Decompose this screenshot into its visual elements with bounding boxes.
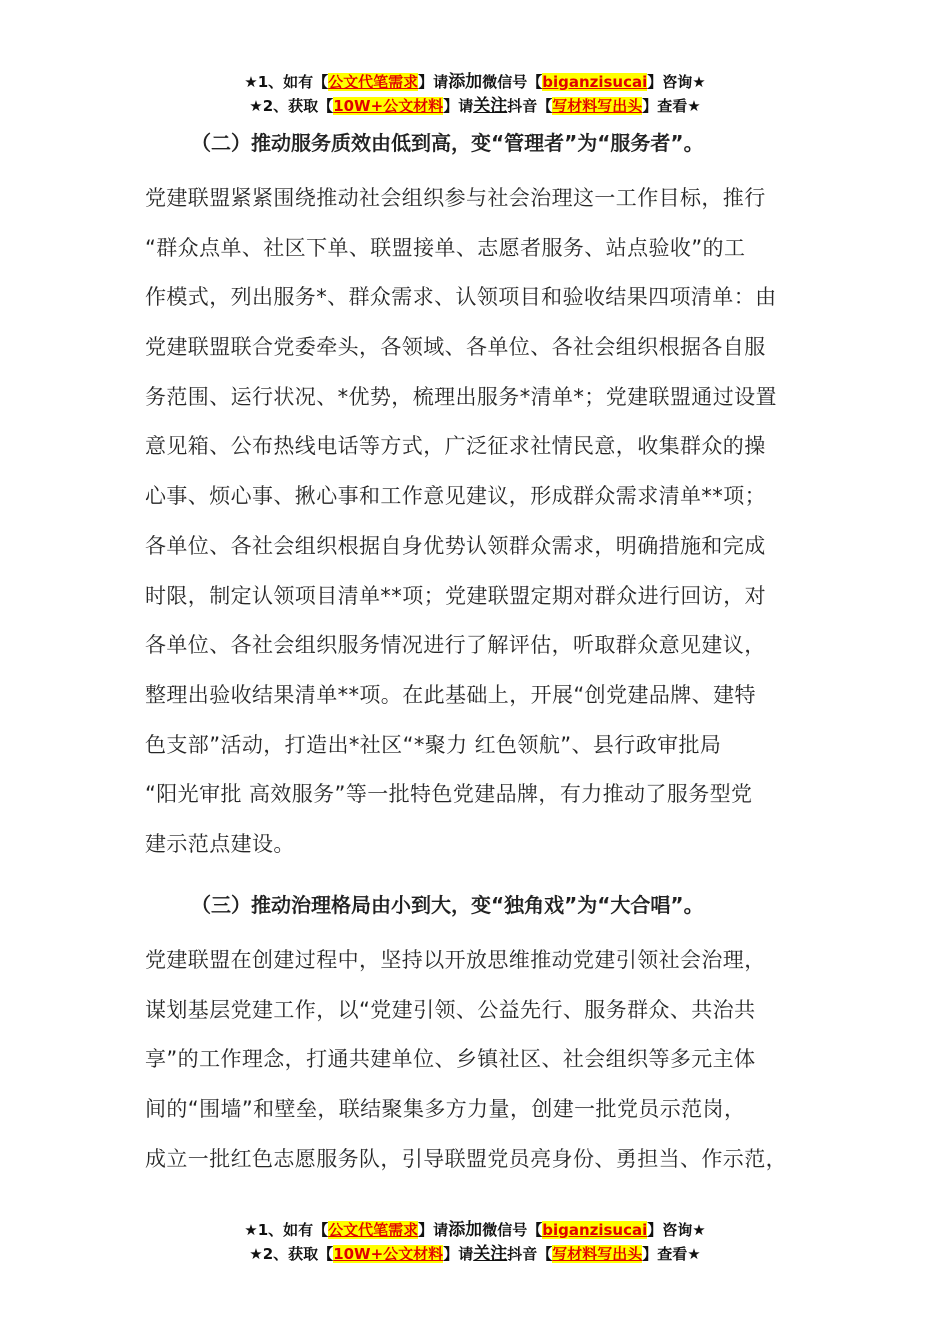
- banner-line-2: [0, 94, 950, 118]
- paragraph-line: 党建联盟联合党委牵头，各领域、各单位、各社会组织根据各自服: [145, 335, 766, 360]
- banner-text: 】请: [418, 73, 449, 91]
- banner-text: 】咨询★: [647, 73, 706, 91]
- douyin-highlight: 写材料写出头: [552, 97, 643, 115]
- paragraph-line: 各单位、各社会组织根据自身优势认领群众需求，明确措施和完成: [145, 533, 766, 558]
- section-3: [145, 890, 825, 1184]
- banner-line-1: [0, 1218, 950, 1242]
- paragraph-line: 意见箱、公布热线电话等方式，广泛征求社情民意，收集群众的操: [145, 434, 766, 459]
- banner-highlight: 公文代笔需求: [328, 73, 419, 91]
- banner-text: ★1、如有【: [244, 1221, 329, 1239]
- section-2: [145, 128, 825, 870]
- section-2-paragraph: [145, 174, 825, 870]
- paragraph-line: “群众点单、社区下单、联盟接单、志愿者服务、站点验收”的工: [145, 235, 746, 260]
- banner-emphasis: 关注: [473, 1244, 508, 1264]
- banner-text: ★1、如有【: [244, 73, 329, 91]
- banner-text: 抖音【: [507, 1245, 553, 1263]
- paragraph-line: 建示范点建设。: [145, 831, 295, 856]
- paragraph-line: 各单位、各社会组织服务情况进行了解评估，听取群众意见建议，: [145, 633, 766, 658]
- banner-emphasis: 添加: [448, 1220, 483, 1240]
- banner-highlight: 10W+公文材料: [333, 1245, 444, 1263]
- paragraph-line: 党建联盟在创建过程中，坚持以开放思维推动党建引领社会治理，: [145, 948, 766, 972]
- banner-text: 】请: [443, 97, 474, 115]
- douyin-highlight: 写材料写出头: [552, 1245, 643, 1263]
- top-banner: [0, 70, 950, 118]
- section-3-heading: （三）推动治理格局由小到大，变“独角戏”为“大合唱”。: [191, 893, 704, 917]
- banner-text: ★2、获取【: [249, 97, 334, 115]
- paragraph-line: 间的“围墙”和壁垒，联结聚集多方力量，创建一批党员示范岗，: [145, 1097, 746, 1122]
- banner-text: ★2、获取【: [249, 1245, 334, 1263]
- paragraph-line: 谋划基层党建工作，以“党建引领、公益先行、服务群众、共治共: [145, 997, 756, 1022]
- section-2-heading: （二）推动服务质效由低到高，变“管理者”为“服务者”。: [191, 131, 704, 155]
- paragraph-line: 作模式，列出服务*、群众需求、认领项目和验收结果四项清单：由: [145, 285, 777, 310]
- wechat-id-highlight: biganzisucai: [542, 73, 648, 91]
- banner-text: 】咨询★: [647, 1221, 706, 1239]
- banner-line-2: [0, 1242, 950, 1266]
- paragraph-line: 务范围、运行状况、*优势，梳理出服务*清单*；党建联盟通过设置: [145, 384, 777, 409]
- wechat-id-highlight: biganzisucai: [542, 1221, 648, 1239]
- section-3-paragraph: [145, 936, 825, 1184]
- paragraph-line: 心事、烦心事、揪心事和工作意见建议，形成群众需求清单**项；: [145, 484, 766, 509]
- banner-text: 抖音【: [507, 97, 553, 115]
- banner-text: 】查看★: [642, 1245, 701, 1263]
- banner-text: 】请: [418, 1221, 449, 1239]
- paragraph-line: “阳光审批 高效服务”等一批特色党建品牌，有力推动了服务型党: [145, 782, 753, 807]
- banner-text: 】请: [443, 1245, 474, 1263]
- banner-line-1: [0, 70, 950, 94]
- paragraph-line: 色支部”活动，打造出*社区“*聚力 红色领航”、县行政审批局: [145, 732, 722, 757]
- paragraph-line: 享”的工作理念，打通共建单位、乡镇社区、社会组织等多元主体: [145, 1047, 756, 1072]
- banner-emphasis: 添加: [448, 72, 483, 92]
- paragraph-line: 整理出验收结果清单**项。在此基础上，开展“创党建品牌、建特: [145, 682, 756, 707]
- banner-text: 】查看★: [642, 97, 701, 115]
- paragraph-line: 成立一批红色志愿服务队，引导联盟党员亮身份、勇担当、作示范，: [145, 1146, 787, 1171]
- banner-text: 微信号【: [482, 73, 543, 91]
- banner-emphasis: 关注: [473, 96, 508, 116]
- banner-highlight: 10W+公文材料: [333, 97, 444, 115]
- banner-text: 微信号【: [482, 1221, 543, 1239]
- paragraph-line: 党建联盟紧紧围绕推动社会组织参与社会治理这一工作目标，推行: [145, 186, 766, 210]
- bottom-banner: [0, 1218, 950, 1266]
- paragraph-line: 时限，制定认领项目清单**项；党建联盟定期对群众进行回访，对: [145, 583, 766, 608]
- banner-highlight: 公文代笔需求: [328, 1221, 419, 1239]
